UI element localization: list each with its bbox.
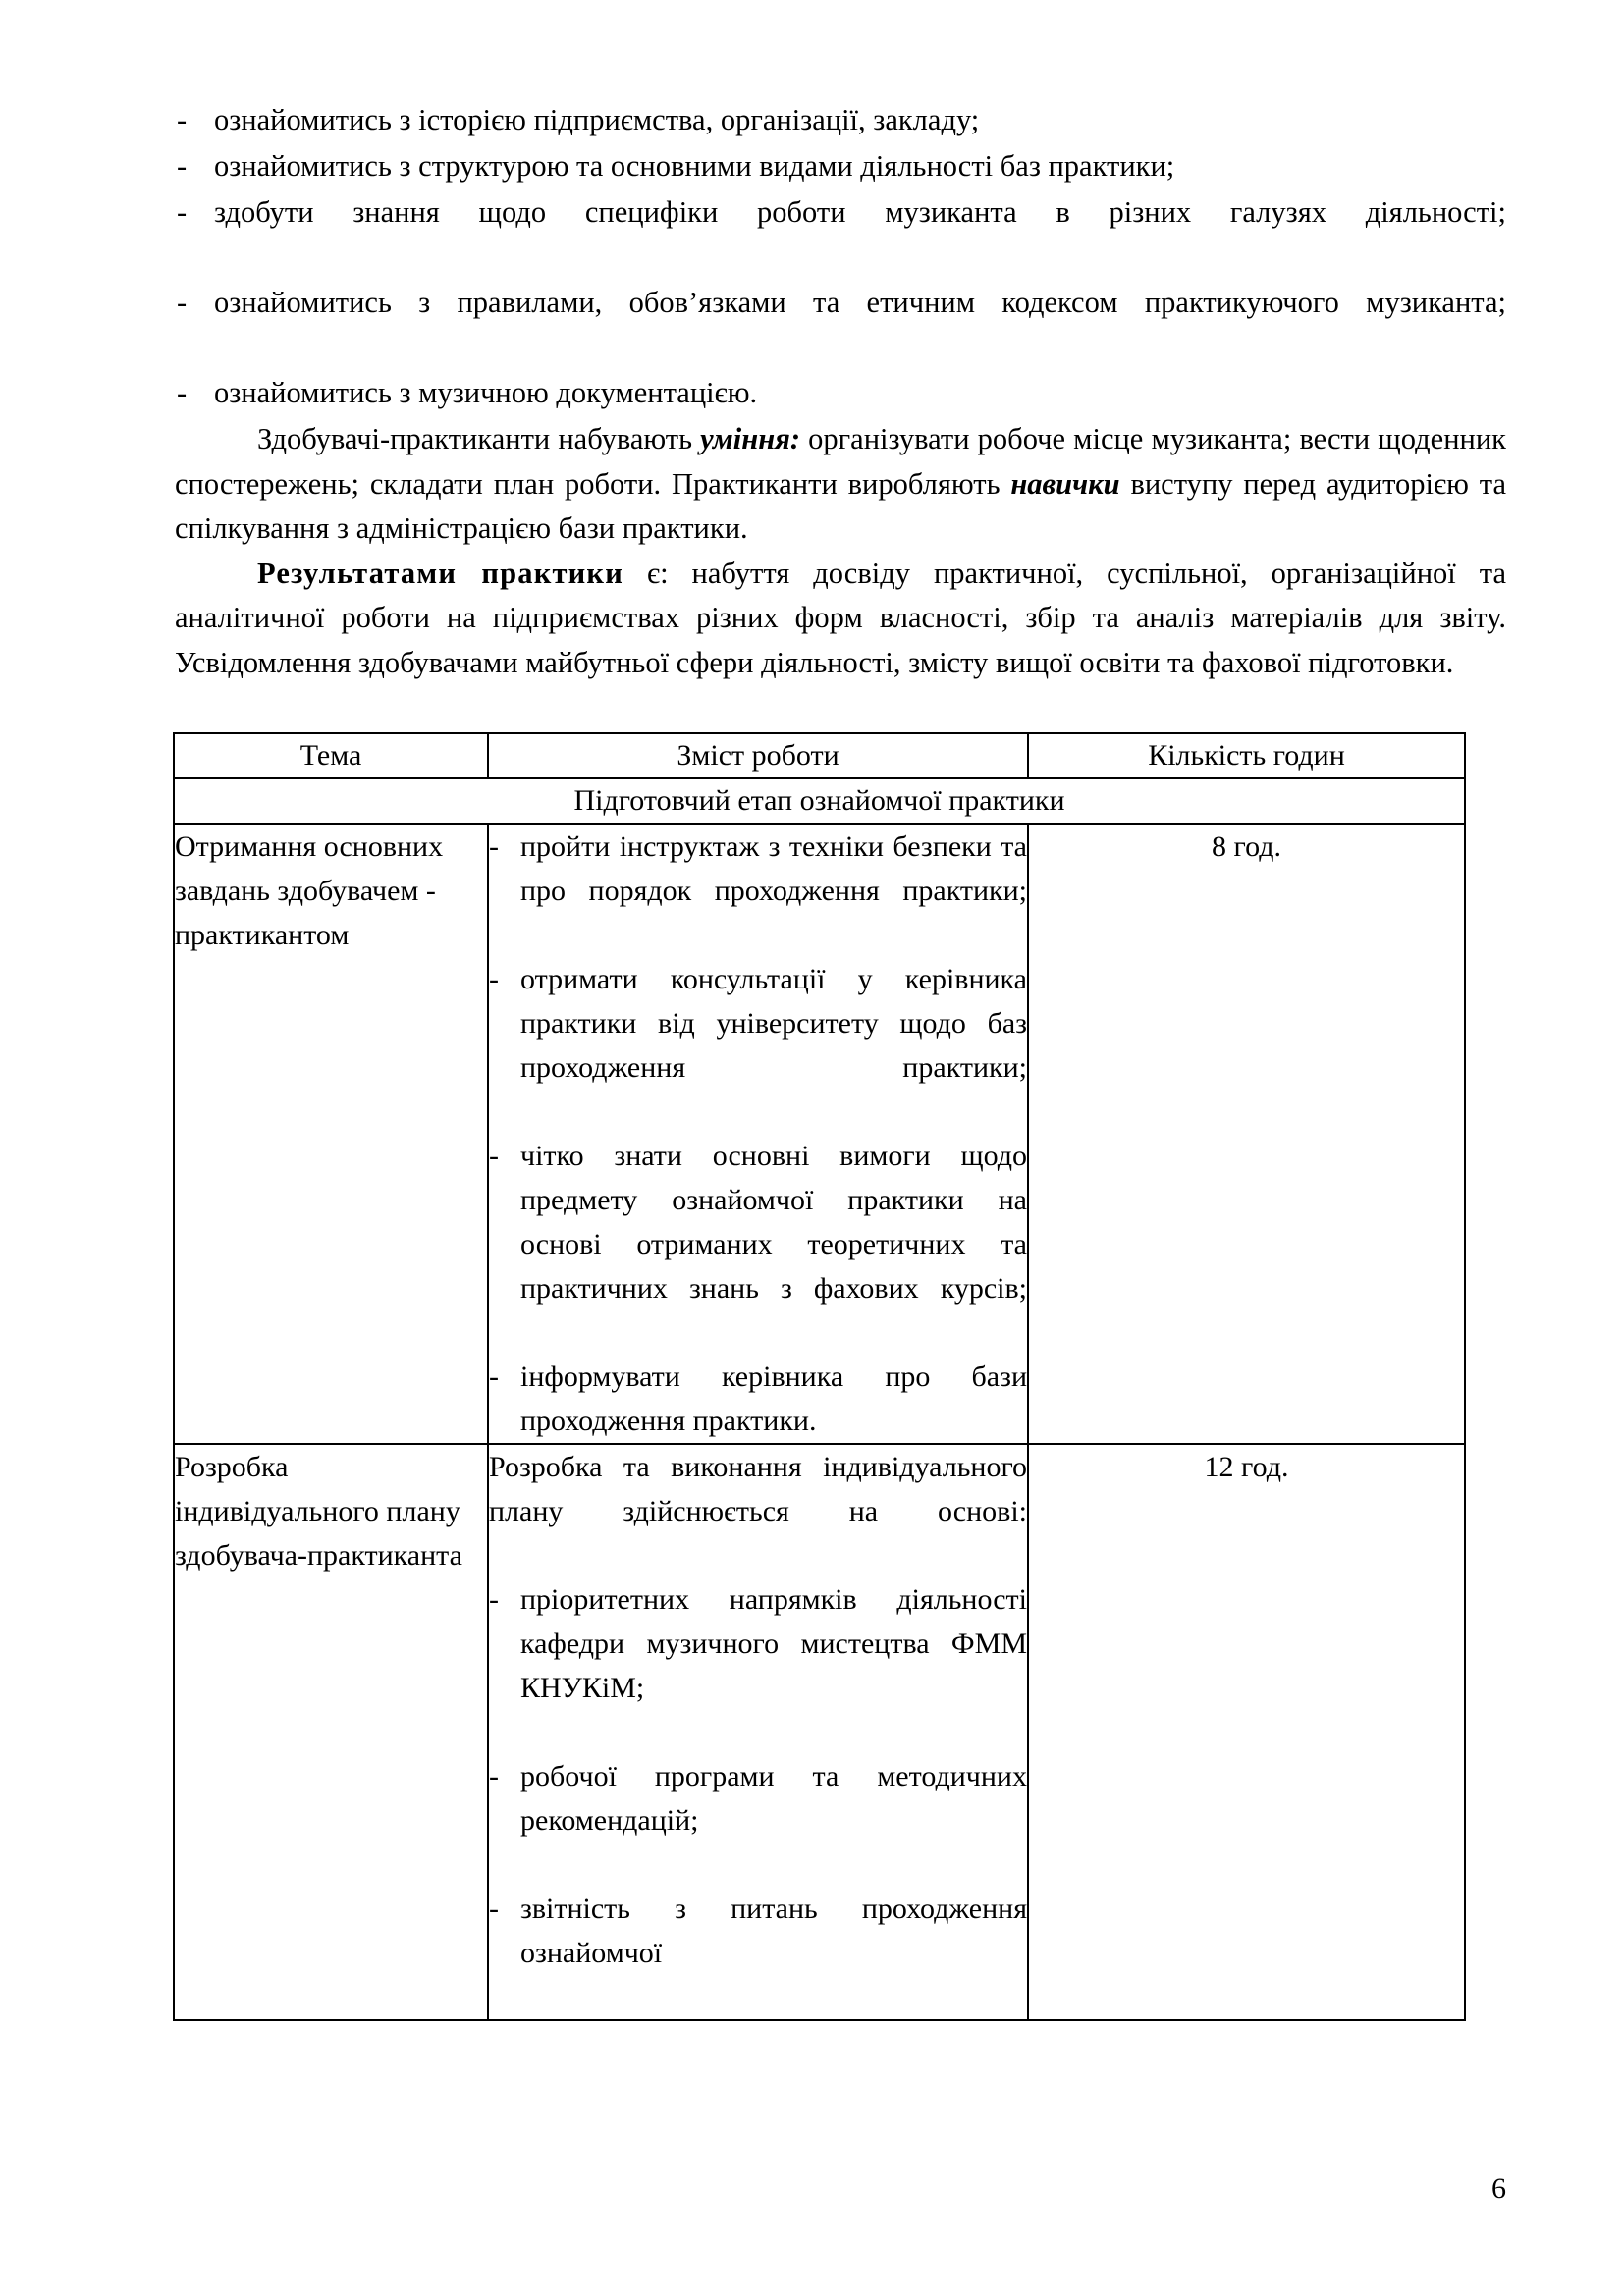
- list-item: [175, 371, 1506, 415]
- column-header-theme: Тема: [174, 733, 488, 778]
- list-item-text: ознайомитись з правилами, обов’язками та етичним кодексом практикуючого музиканта;: [214, 286, 1506, 319]
- paragraph-run-emphasis: уміння:: [700, 422, 801, 455]
- results-paragraph: [175, 552, 1506, 686]
- paragraph-run-emphasis: Результатами практики: [257, 556, 623, 590]
- practice-schedule-table: [173, 732, 1466, 2021]
- cell-lead-text: Розробка та виконання індивідуального плану здійснюється на основі:: [489, 1451, 1027, 1527]
- paragraph-run: виступу перед аудиторією та спілкування з адміністрацією бази практики.: [175, 466, 1506, 545]
- list-item: [175, 144, 1506, 188]
- list-item: [175, 281, 1506, 369]
- cell-bullet-list: [489, 825, 1027, 1443]
- bullet-dash-icon: -: [489, 1140, 499, 1172]
- page-number: 6: [1491, 2172, 1506, 2205]
- list-item: [489, 1577, 1027, 1754]
- table-section-row: [174, 778, 1465, 824]
- cell-theme: Розробка індивідуального плану здобувача-практиканта: [174, 1444, 488, 2020]
- paragraph-run-emphasis: навички: [1010, 466, 1120, 501]
- cell-hours: 12 год.: [1028, 1444, 1465, 2020]
- cell-hours: 8 год.: [1028, 824, 1465, 1444]
- list-item: [489, 957, 1027, 1134]
- list-item: [489, 1754, 1027, 1887]
- bullet-dash-icon: -: [489, 963, 499, 995]
- bullet-dash-icon: -: [177, 376, 188, 409]
- bullet-dash-icon: -: [489, 1893, 499, 1925]
- paragraph-run: організувати робоче місце музиканта; вести щоденник спостережень; складати план роботи. Практиканти виробляють: [175, 422, 1506, 501]
- objectives-list: [175, 98, 1506, 415]
- list-item-text: ознайомитись з музичною документацією.: [214, 376, 758, 409]
- bullet-dash-icon: -: [489, 1760, 499, 1792]
- list-item-text: звітність з питань проходження ознайомчої: [520, 1893, 1027, 1969]
- section-title: Підготовчий етап ознайомчої практики: [174, 778, 1465, 824]
- list-item-text: ознайомитись з історією підприємства, організації, закладу;: [214, 103, 980, 136]
- bullet-dash-icon: -: [489, 830, 499, 863]
- table-header-row: [174, 733, 1465, 778]
- paragraph-run: Здобувачі-практиканти набувають: [257, 422, 701, 455]
- list-item: [489, 1887, 1027, 2019]
- list-item: [489, 1134, 1027, 1355]
- column-header-hours: Кількість годин: [1028, 733, 1465, 778]
- cell-content: [488, 824, 1028, 1444]
- cell-theme: Отримання основних завдань здобувачем - практикантом: [174, 824, 488, 1444]
- cell-content: [488, 1444, 1028, 2020]
- bullet-dash-icon: -: [177, 149, 188, 183]
- list-item-text: пріоритетних напрямків діяльності кафедри музичного мистецтва ФММ КНУКіМ;: [520, 1583, 1027, 1704]
- list-item-text: пройти інструктаж з техніки безпеки та про порядок проходження практики;: [520, 830, 1027, 907]
- skills-paragraph: [175, 417, 1506, 552]
- cell-bullet-list: [489, 1577, 1027, 2019]
- bullet-dash-icon: -: [177, 195, 188, 229]
- list-item-text: здобути знання щодо специфіки роботи музиканта в різних галузях діяльності;: [214, 195, 1506, 229]
- column-header-content: Зміст роботи: [488, 733, 1028, 778]
- list-item-text: інформувати керівника про бази проходження практики.: [520, 1361, 1027, 1437]
- table-row: [174, 824, 1465, 1444]
- paragraph-run: є: набуття досвіду практичної, суспільної, організаційної та аналітичної роботи на підприємствах різних форм власності, збір та аналіз матеріалів для звіту. Усвідомлення здобувачами майбутньої сфери діяльності, змісту вищої освіти та фахової підготовки.: [175, 556, 1507, 679]
- bullet-dash-icon: -: [177, 286, 188, 319]
- list-item-text: ознайомитись з структурою та основними видами діяльності баз практики;: [214, 149, 1175, 183]
- list-item-text: отримати консультації у керівника практики від університету щодо баз проходження практики;: [520, 963, 1027, 1084]
- bullet-dash-icon: -: [177, 103, 188, 136]
- bullet-dash-icon: -: [489, 1583, 499, 1616]
- list-item-text: робочої програми та методичних рекомендацій;: [520, 1760, 1027, 1837]
- list-item: [175, 98, 1506, 142]
- list-item-text: чітко знати основні вимоги щодо предмету ознайомчої практики на основі отриманих теоретичних та практичних знань з фахових курсів;: [520, 1140, 1027, 1305]
- list-item: [489, 1355, 1027, 1443]
- list-item: [489, 825, 1027, 957]
- bullet-dash-icon: -: [489, 1361, 499, 1393]
- list-item: [175, 190, 1506, 279]
- table-row: [174, 1444, 1465, 2020]
